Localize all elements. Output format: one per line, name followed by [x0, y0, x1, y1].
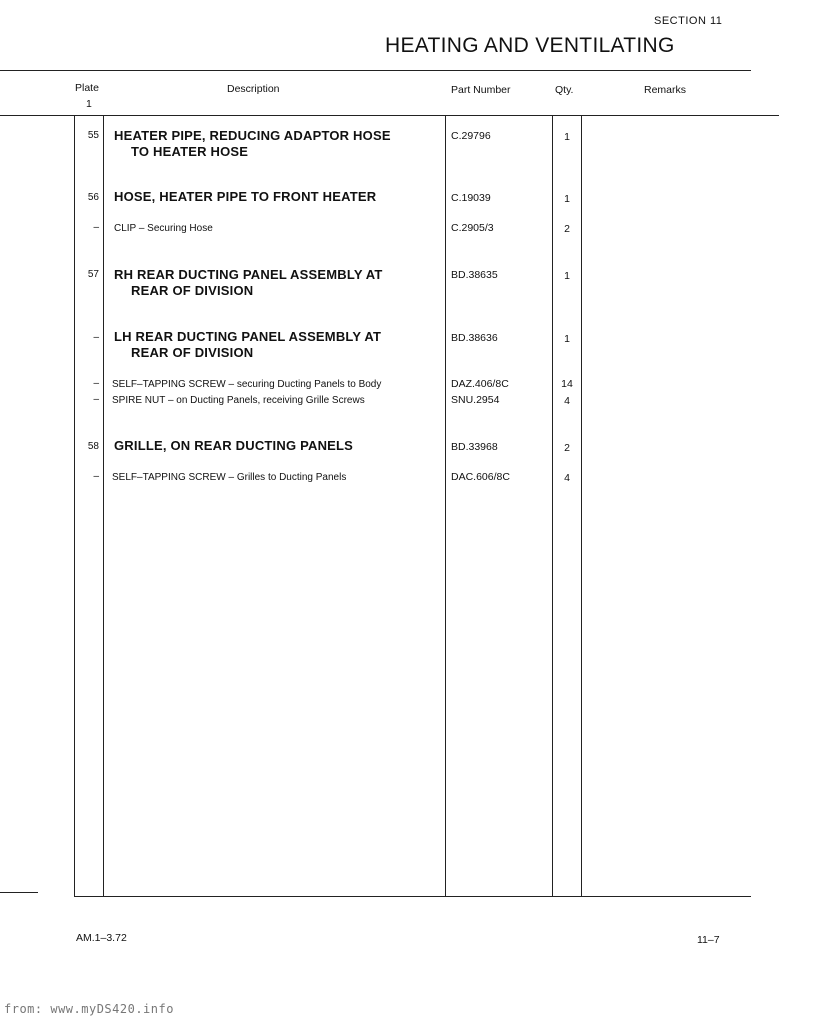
table-row-qty: 14: [561, 378, 573, 390]
table-row-part-number: BD.38635: [451, 269, 498, 281]
table-row-part-number: BD.33968: [451, 441, 498, 453]
table-row-qty: 2: [564, 442, 570, 454]
table-row-part-number: C.29796: [451, 130, 491, 142]
table-row-plate: –: [93, 378, 99, 389]
table-row-plate: 55: [87, 130, 99, 141]
table-row-description: [114, 329, 381, 361]
description-line-1: LH REAR DUCTING PANEL ASSEMBLY AT: [114, 329, 382, 344]
table-row-qty: 4: [564, 472, 570, 484]
table-row-description: SELF–TAPPING SCREW – securing Ducting Panels to Body: [112, 379, 382, 390]
bottom-rule-right: [74, 896, 751, 897]
table-row-part-number: SNU.2954: [451, 394, 500, 406]
table-row-qty: 1: [564, 270, 570, 282]
page-title: HEATING AND VENTILATING: [385, 34, 675, 57]
table-row-qty: 1: [564, 333, 570, 345]
document-code: AM.1–3.72: [76, 932, 127, 944]
description-line-2: REAR OF DIVISION: [131, 345, 254, 360]
table-row-part-number: DAZ.406/8C: [451, 378, 509, 390]
col-header-qty: Qty.: [555, 84, 574, 96]
table-row-plate: 56: [87, 192, 99, 203]
table-row-plate: –: [93, 222, 99, 233]
description-line-1: HEATER PIPE, REDUCING ADAPTOR HOSE: [114, 128, 391, 143]
table-row-description: CLIP – Securing Hose: [114, 223, 213, 234]
table-row-part-number: DAC.606/8C: [451, 471, 510, 483]
table-row-description: SELF–TAPPING SCREW – Grilles to Ducting Panels: [112, 472, 347, 483]
table-row-part-number: BD.38636: [451, 332, 498, 344]
col-header-part-number: Part Number: [451, 84, 511, 96]
table-row-description: [114, 189, 376, 205]
table-row-plate: –: [93, 471, 99, 482]
description-line-1: HOSE, HEATER PIPE TO FRONT HEATER: [114, 189, 377, 204]
bottom-rule: [0, 892, 38, 893]
desc-col-right-rule: [445, 115, 446, 896]
table-row-qty: 1: [564, 193, 570, 205]
table-row-part-number: C.19039: [451, 192, 491, 204]
table-row-qty: 1: [564, 131, 570, 143]
table-row-plate: 57: [87, 269, 99, 280]
plate-col-right-rule: [103, 115, 104, 896]
source-watermark: from: www.myDS420.info: [4, 1002, 174, 1016]
col-header-plate-number: 1: [86, 98, 92, 110]
table-row-plate: –: [93, 394, 99, 405]
col-header-remarks: Remarks: [644, 84, 687, 96]
table-row-description: SPIRE NUT – on Ducting Panels, receiving Grille Screws: [112, 395, 365, 406]
page-number: 11–7: [697, 934, 720, 946]
section-number: SECTION 11: [654, 15, 723, 27]
col-header-description: Description: [227, 83, 280, 95]
top-rule: [0, 70, 751, 71]
table-row-part-number: C.2905/3: [451, 222, 494, 234]
description-line-2: REAR OF DIVISION: [131, 283, 254, 298]
table-row-description: [114, 438, 353, 454]
description-line-2: TO HEATER HOSE: [131, 144, 249, 159]
header-rule: [0, 115, 779, 116]
description-line-1: RH REAR DUCTING PANEL ASSEMBLY AT: [114, 267, 383, 282]
description-line-1: GRILLE, ON REAR DUCTING PANELS: [114, 438, 354, 453]
col-header-plate: Plate: [75, 82, 99, 94]
table-row-description: [114, 128, 391, 160]
table-row-description: [114, 267, 383, 299]
table-row-qty: 4: [564, 395, 570, 407]
table-row-qty: 2: [564, 223, 570, 235]
table-row-plate: –: [93, 332, 99, 343]
table-row-plate: 58: [87, 441, 99, 452]
